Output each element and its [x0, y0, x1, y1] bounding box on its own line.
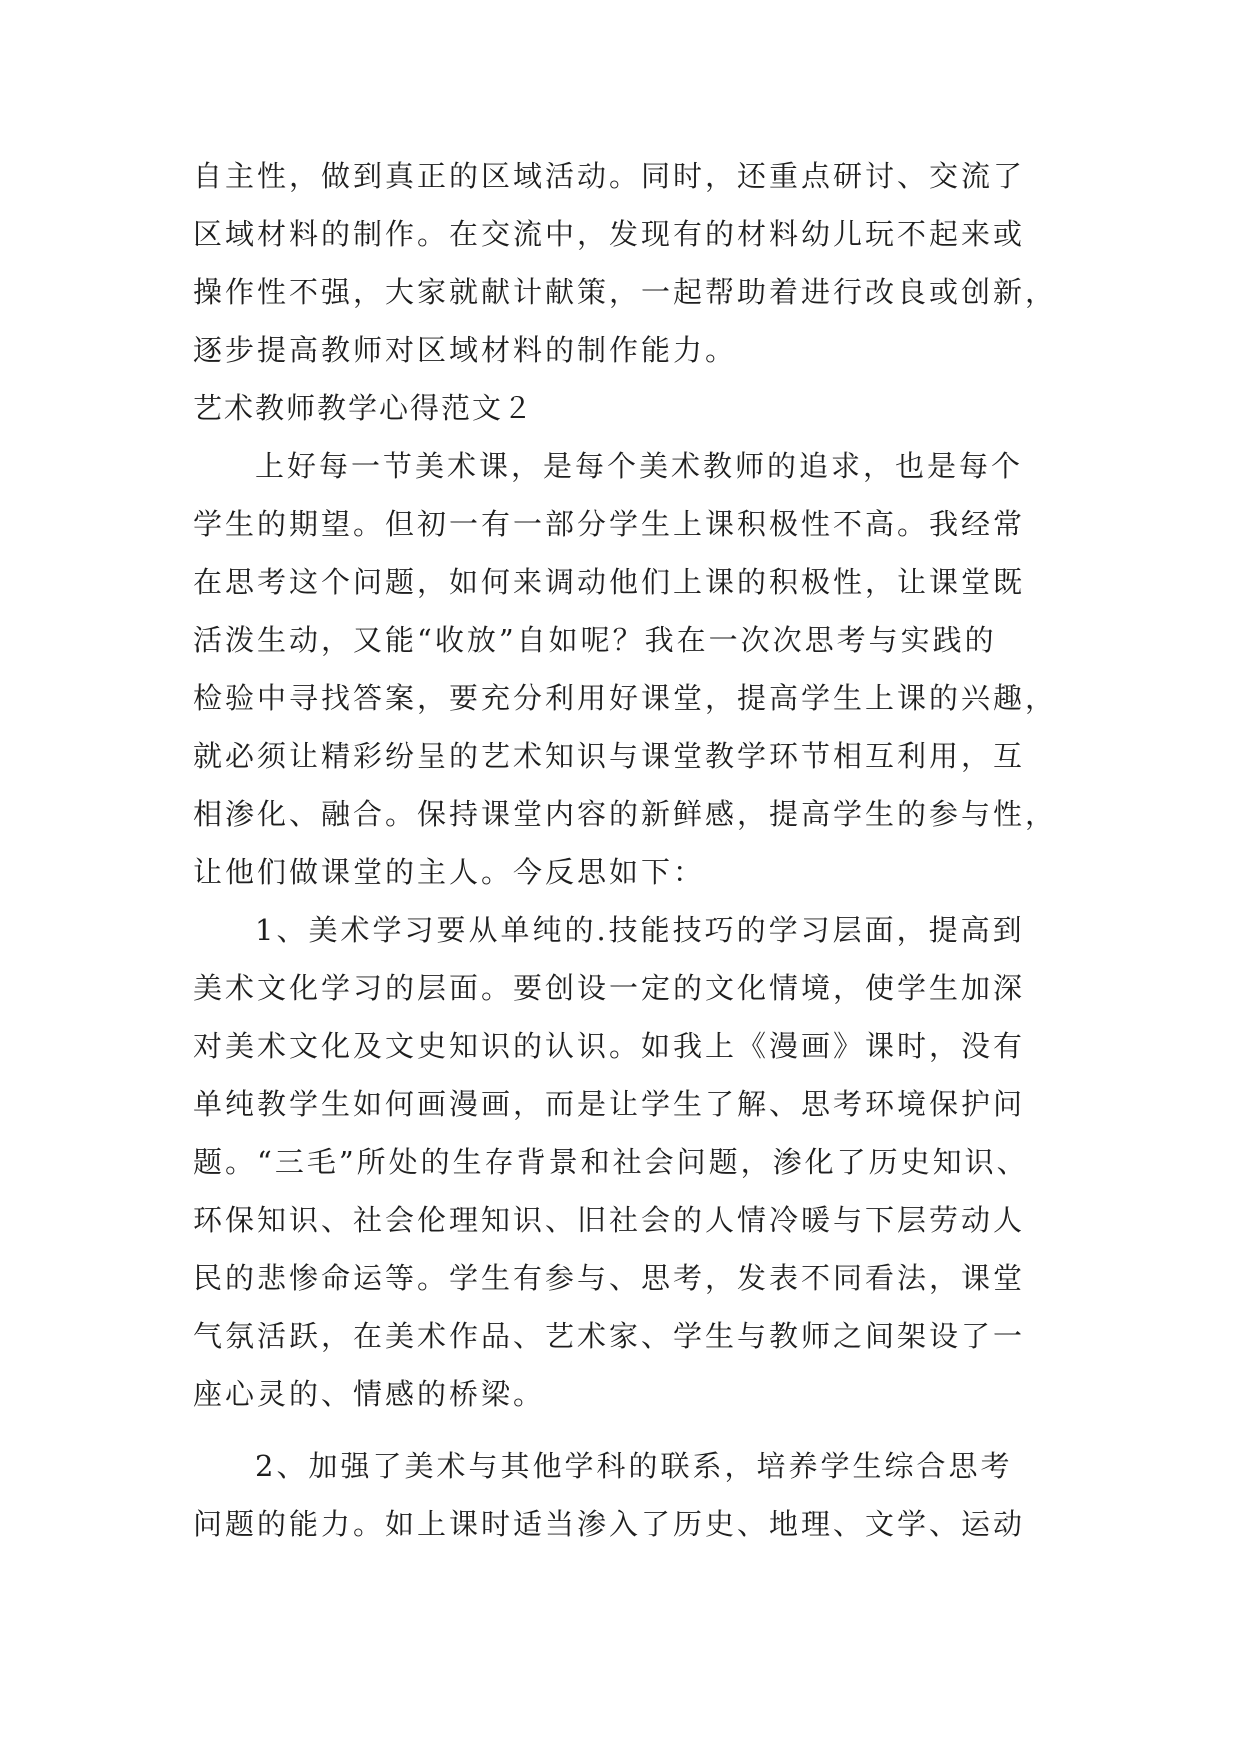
text-line: 2、加强了美术与其他学科的联系，培养学生综合思考 — [255, 1449, 1013, 1483]
text-line: 让他们做课堂的主人。今反思如下： — [193, 855, 706, 889]
text-line: 民的悲惨命运等。学生有参与、思考，发表不同看法，课堂 — [193, 1261, 1026, 1295]
text-line: 检验中寻找答案，要充分利用好课堂，提高学生上课的兴趣， — [193, 681, 1058, 715]
text-line: 操作性不强，大家就献计献策，一起帮助着进行改良或创新， — [193, 275, 1058, 309]
text-line: 逐步提高教师对区域材料的制作能力。 — [193, 333, 738, 367]
paragraph-1 — [193, 437, 1063, 901]
paragraph-continued — [193, 147, 1063, 379]
text-line: 美术文化学习的层面。要创设一定的文化情境，使学生加深 — [193, 971, 1026, 1005]
text-line: 对美术文化及文史知识的认识。如我上《漫画》课时，没有 — [193, 1029, 1026, 1063]
text-line: 问题的能力。如上课时适当渗入了历史、地理、文学、运动 — [193, 1507, 1026, 1541]
text-line: 题。“三毛”所处的生存背景和社会问题，渗化了历史知识、 — [193, 1145, 1029, 1179]
text-line: 1、美术学习要从单纯的.技能技巧的学习层面，提高到 — [255, 913, 1025, 947]
text-line: 环保知识、社会伦理知识、旧社会的人情冷暖与下层劳动人 — [193, 1203, 1026, 1237]
text-line: 气氛活跃，在美术作品、艺术家、学生与教师之间架设了一 — [193, 1319, 1026, 1353]
paragraph-3 — [193, 1437, 1063, 1553]
text-line: 自主性，做到真正的区域活动。同时，还重点研讨、交流了 — [193, 159, 1026, 193]
text-line: 相渗化、融合。保持课堂内容的新鲜感，提高学生的参与性， — [193, 797, 1058, 831]
text-line: 上好每一节美术课，是每个美术教师的追求，也是每个 — [255, 449, 1024, 483]
text-line: 在思考这个问题，如何来调动他们上课的积极性，让课堂既 — [193, 565, 1026, 599]
text-line: 座心灵的、情感的桥梁。 — [193, 1377, 546, 1411]
document-body — [193, 147, 1063, 1553]
paragraph-spacer — [193, 1423, 1063, 1437]
text-line: 活泼生动，又能“收放”自如呢？我在一次次思考与实践的 — [193, 623, 997, 657]
paragraph-2 — [193, 901, 1063, 1423]
text-line: 学生的期望。但初一有一部分学生上课积极性不高。我经常 — [193, 507, 1026, 541]
text-line: 区域材料的制作。在交流中，发现有的材料幼儿玩不起来或 — [193, 217, 1026, 251]
section-title: 艺术教师教学心得范文２ — [193, 391, 535, 425]
text-line: 就必须让精彩纷呈的艺术知识与课堂教学环节相互利用，互 — [193, 739, 1026, 773]
text-line: 单纯教学生如何画漫画，而是让学生了解、思考环境保护问 — [193, 1087, 1026, 1121]
